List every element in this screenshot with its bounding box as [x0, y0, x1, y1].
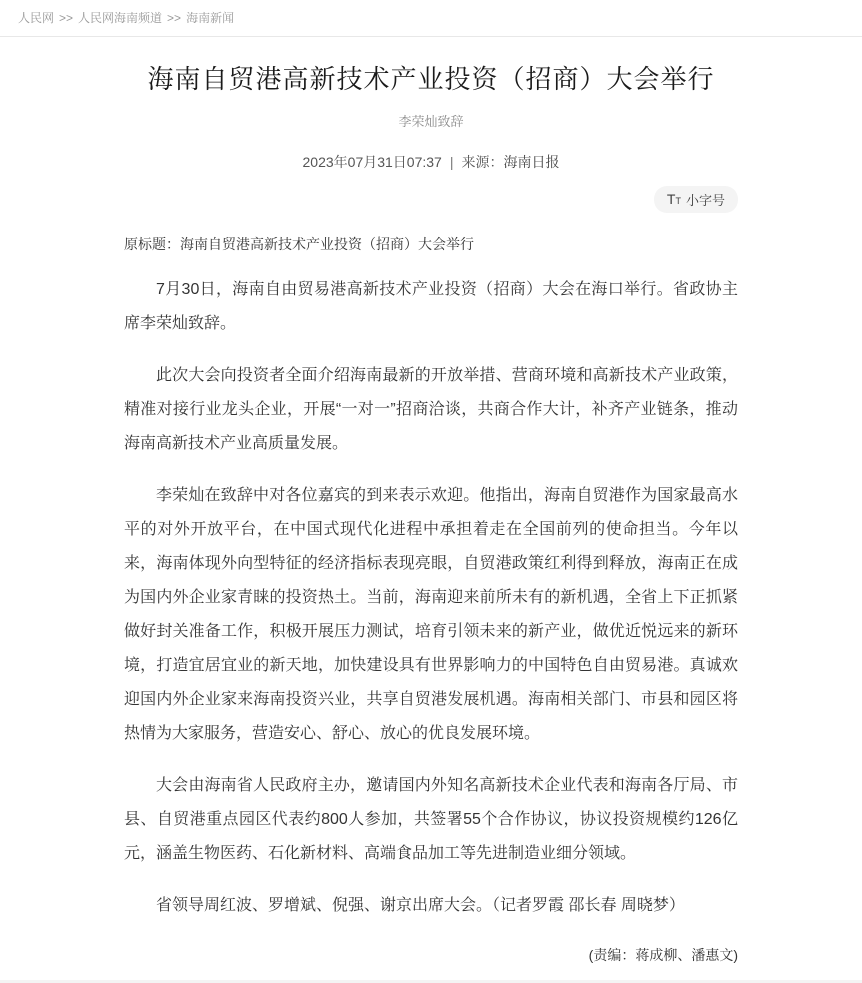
article-meta [124, 152, 738, 172]
breadcrumb-link-hainan-news[interactable]: 海南新闻 [186, 11, 235, 25]
breadcrumb-separator: >> [59, 11, 74, 25]
editor-credit: (责编：蒋成柳、潘惠文) [588, 946, 738, 963]
article-paragraph: 省领导周红波、罗增斌、倪强、谢京出席大会。（记者罗霞 邵长春 周晓梦） [156, 896, 685, 914]
publish-date: 2023年07月31日07:37 [302, 153, 442, 170]
article-body [124, 233, 738, 923]
breadcrumb-separator: >> [167, 11, 182, 25]
article-paragraph: 大会由海南省人民政府主办，邀请国内外知名高新技术企业代表和海南各厅局、市县、自贸港重点园区代表约800人参加，共签署55个合作协议，协议投资规模约126亿元，涵盖生物医药、石化新材料、高端食品加工等先进制造业细分领域。 [124, 776, 738, 862]
article-toolbar [124, 186, 738, 213]
source-label: 来源： [461, 153, 504, 170]
page-bottom-divider [0, 980, 862, 983]
original-title-line: 原标题：海南自贸港高新技术产业投资（招商）大会举行 [124, 235, 474, 252]
font-size-button[interactable] [654, 186, 738, 213]
font-size-button-label: 小字号 [685, 192, 725, 208]
breadcrumb [0, 0, 862, 37]
article-paragraph: 7月30日，海南自由贸易港高新技术产业投资（招商）大会在海口举行。省政协主席李荣灿致辞。 [124, 280, 738, 332]
article-paragraph: 李荣灿在致辞中对各位嘉宾的到来表示欢迎。他指出，海南自贸港作为国家最高水平的对外开放平台，在中国式现代化进程中承担着走在全国前列的使命担当。今年以来，海南体现外向型特征的经济指标表现亮眼，自贸港政策红利得到释放，海南正在成为国内外企业家青睐的投资热土。当前，海南迎来前所未有的新机遇，全省上下正抓紧做好封关准备工作，积极开展压力测试，培育引领未来的新产业，做优近悦远来的新环境，打造宜居宜业的新天地，加快建设具有世界影响力的中国特色自由贸易港。真诚欢迎国内外企业家来海南投资兴业，共享自贸港发展机遇。海南相关部门、市县和园区将热情为大家服务，营造安心、舒心、放心的优良发展环境。 [124, 486, 738, 742]
breadcrumb-link-people[interactable]: 人民网 [18, 11, 55, 25]
breadcrumb-link-hainan-channel[interactable]: 人民网海南频道 [78, 11, 163, 25]
article-paragraph: 此次大会向投资者全面介绍海南最新的开放举措、营商环境和高新技术产业政策，精准对接行业龙头企业，开展“一对一”招商洽谈，共商合作大计，补齐产业链条，推动海南高新技术产业高质量发展。 [124, 366, 738, 452]
article-subtitle: 李荣灿致辞 [398, 113, 464, 129]
article-container [124, 63, 738, 983]
font-size-icon: T T [666, 191, 681, 208]
meta-separator: | [449, 153, 454, 170]
source-link[interactable]: 海南日报 [503, 153, 560, 170]
article-title: 海南自贸港高新技术产业投资（招商）大会举行 [147, 64, 715, 94]
